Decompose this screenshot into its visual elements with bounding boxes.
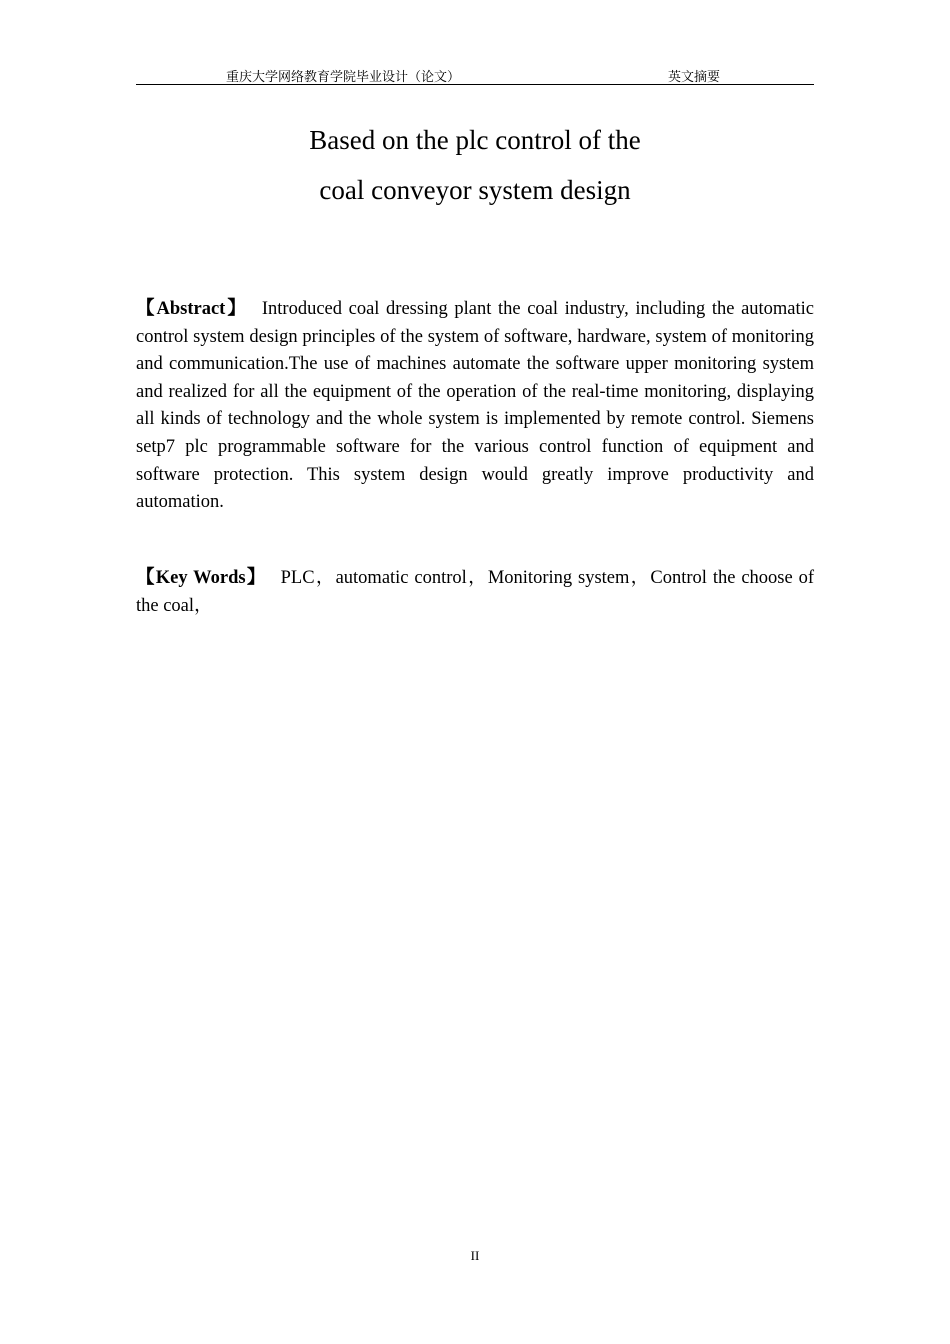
header-institution: 重庆大学网络教育学院毕业设计（论文）	[226, 69, 461, 84]
abstract-label: 【Abstract】	[136, 299, 248, 319]
keywords-text: PLC，automatic control，Monitoring system，Control the choose of the coal，	[136, 568, 814, 616]
header-section: 英文摘要	[668, 69, 721, 84]
keywords-paragraph	[136, 565, 814, 620]
abstract-paragraph	[136, 296, 814, 517]
page-number: II	[470, 1248, 480, 1263]
paper-title	[136, 115, 814, 215]
keywords-label: 【Key Words】	[136, 568, 267, 588]
abstract-text: Introduced coal dressing plant the coal industry, including the automatic control system design principles of the system of software, hardware, system of monitoring and communication.The use of machines automate the software upper monitoring system and realized for all the equipment of the operation of the real-time monitoring, displaying all kinds of technology and the whole system is implemented by remote control. Siemens setp7 plc programmable software for the various control function of equipment and software protection. This system design would greatly improve productivity and automation.	[136, 299, 815, 513]
title-line-2: coal conveyor system design	[319, 175, 631, 205]
page-header	[136, 62, 814, 85]
title-line-1: Based on the plc control of the	[309, 125, 641, 155]
